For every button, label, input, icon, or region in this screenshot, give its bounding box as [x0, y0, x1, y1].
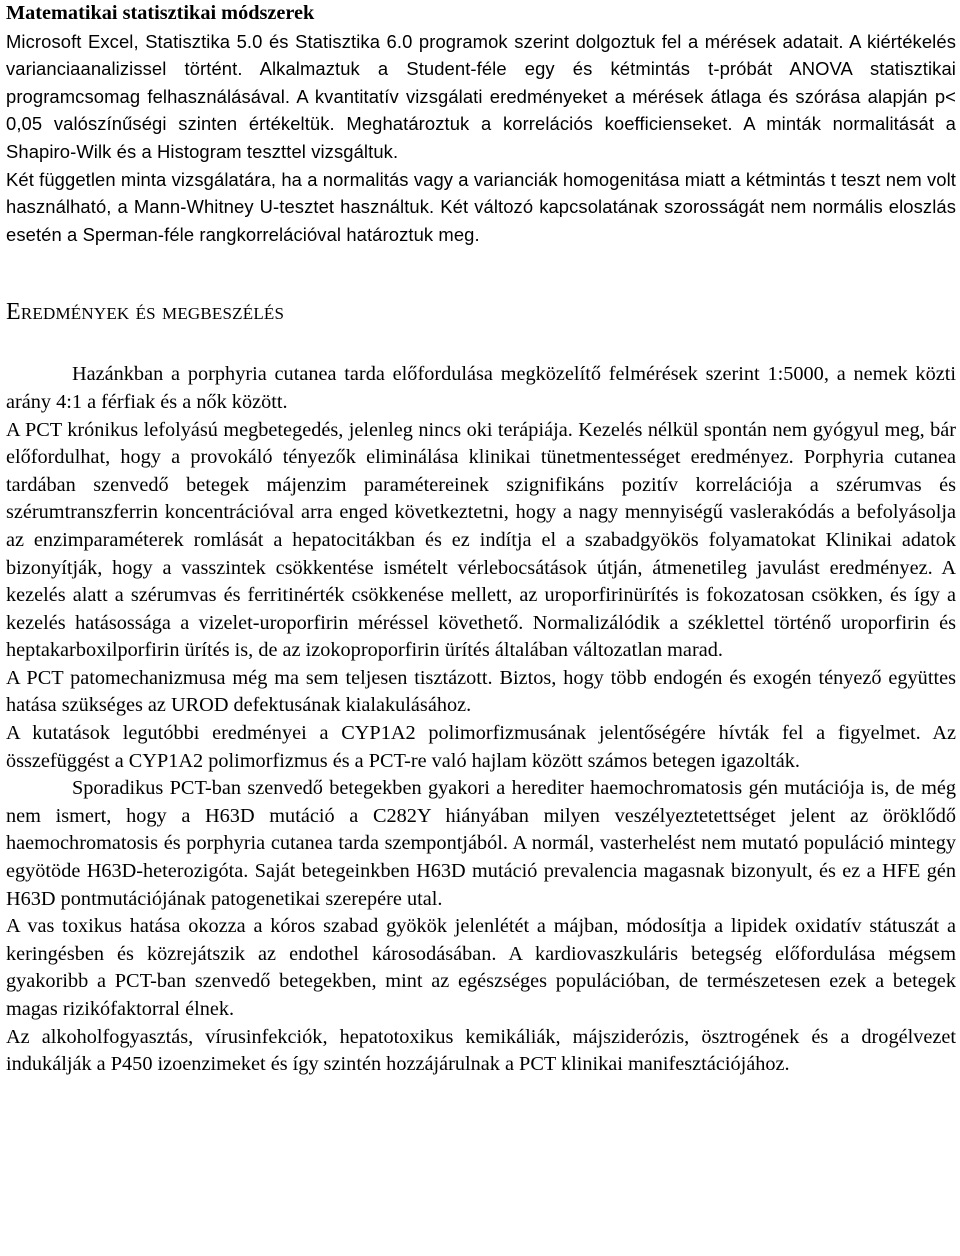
methods-title: Matematikai statisztikai módszerek: [6, 2, 315, 24]
results-paragraph-5: Sporadikus PCT-ban szenvedő betegekben gyakori a herediter haemochromatosis gén mutációja is, de még nem ismert, hogy a H63D mutáció a C282Y hiányában milyen veszélyeztetettséget jelent az öröklődő haemochromatosis és porphyria cutanea tarda szempontjából. A normál, vasterhelést nem mutató populáció mintegy egyötöde H63D-heterozigóta. Saját betegeinkben H63D mutáció prevalencia magasnak bizonyult, és ez a HFE gén H63D pontmutációjának patogenetikai szerepére utal.: [6, 777, 956, 910]
results-paragraph-3: A PCT patomechanizmusa még ma sem teljesen tisztázott. Biztos, hogy több endogén és exogén tényező együttes hatása szükséges az UROD defektusának kialakulásához.: [6, 666, 956, 717]
document-page: [6, 0, 956, 1079]
results-heading: Eredmények és megbeszélés: [6, 299, 285, 326]
results-paragraph-2: A PCT krónikus lefolyású megbetegedés, jelenleg nincs oki terápiája. Kezelés nélkül spontán nem gyógyul meg, bár előfordulhat, hogy a provokáló tényezők eliminálása klinikai tünetmentességet eredményez. Porphyria cutanea tardában szenvedő betegek májenzim paramétereinek szignifikáns pozitív korrelációja a szérumvas és szérumtranszferrin koncentrációval arra enged következtetni, hogy a nagy mennyiségű vaslerakódás a befolyásolja az enzimparaméterek romlását a hepatocitákban és ez indítja el a szabadgyökös folyamatokat Klinikai adatok bizonyítják, hogy a vasszintek csökkentése ismételt vérlebocsátások útján, átmenetileg javulást eredményez. A kezelés alatt a szérumvas és ferritinérték csökkenése mellett, az uroporfirinürítés is fokozatosan csökken, és így a kezelés hatásossága a vizelet-uroporfirin méréssel követhető. Normalizálódik a széklettel történő uroporfirin és heptakarboxilporfirin ürítés is, de az izokoproporfirin ürítés általában változatlan marad.: [6, 418, 956, 662]
results-paragraph-4: A kutatások legutóbbi eredményei a CYP1A2 polimorfizmusának jelentőségére hívták fel a figyelmet. Az összefüggést a CYP1A2 polimorfizmus és a PCT-re való hajlam között számos betegen igazolták.: [6, 722, 956, 772]
results-paragraph-1: Hazánkban a porphyria cutanea tarda előfordulása megközelítő felmérések szerint 1:5000, a nemek közti arány 4:1 a férfiak és a nők között.: [6, 363, 956, 413]
results-paragraph-7: Az alkoholfogyasztás, vírusinfekciók, hepatotoxikus kemikáliák, májsziderózis, ösztrogének és a drogélvezet indukálják a P450 izoenzimeket és így szintén hozzájárulnak a PCT klinikai manifesztációjához.: [6, 1025, 956, 1076]
methods-paragraph-2: Két független minta vizsgálatára, ha a normalitás vagy a varianciák homogenitása miatt a kétmintás t teszt nem volt használható, a Mann-Whitney U-tesztet használtuk. Két változó kapcsolatának szorosságát nem normális eloszlás esetén a Sperman-féle rangkorrelációval határoztuk meg.: [6, 168, 956, 245]
spacer: [6, 326, 956, 361]
results-paragraph-6: A vas toxikus hatása okozza a kóros szabad gyökök jelenlétét a májban, módosítja a lipidek oxidatív státuszát a keringésben és közrejátszik az endothel károsodásában. A kardiovaszkuláris betegség előfordulása mégsem gyakoribb a PCT-ban szenvedő betegekben, mint az egészséges populációban, de természetesen ezek a betegek magas rizikófaktorral élnek.: [6, 915, 956, 1020]
spacer: [6, 248, 956, 298]
methods-paragraph-1: Microsoft Excel, Statisztika 5.0 és Statisztika 6.0 programok szerint dolgoztuk fel a mérések adatait. A kiértékelés varianciaanalizissel történt. Alkalmaztuk a Student-féle egy és kétmintás t-próbát ANOVA statisztikai programcsomag felhasználásával. A kvantitatív vizsgálati eredményeket a mérések átlaga és szórása alapján p< 0,05 valószínűségi szinten értékeltük. Meghatároztuk a korrelációs koefficienseket. A minták normalitását a Shapiro-Wilk és a Histogram teszttel vizsgáltuk.: [6, 30, 956, 162]
